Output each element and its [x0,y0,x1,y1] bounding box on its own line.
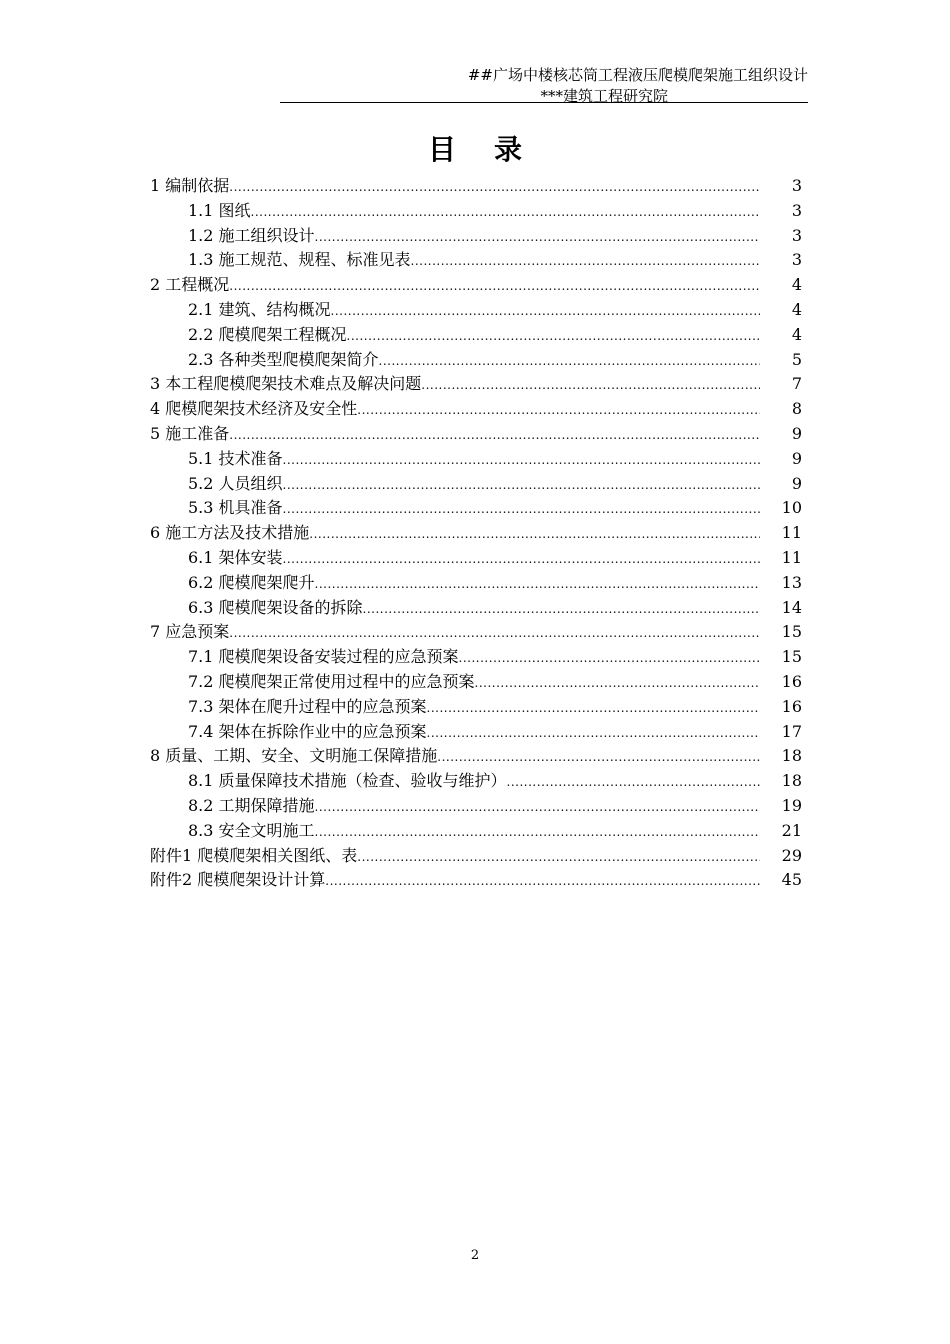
toc-entry-page: 19 [781,795,802,815]
toc-entry-label: 3 本工程爬模爬架技术难点及解决问题 [150,374,422,394]
toc-entry-label: 2.2 爬模爬架工程概况 [188,324,347,344]
toc-leader-dots [315,795,760,820]
toc-entry[interactable] [150,744,802,769]
toc-entry-page: 13 [781,572,802,592]
toc-entry[interactable] [150,695,802,720]
toc-entry-label: 4 爬模爬架技术经济及安全性 [150,399,358,419]
toc-leader-dots [315,572,760,597]
toc-entry-page: 10 [781,498,802,518]
toc-entry-page: 3 [791,176,802,195]
toc-entry-page: 45 [781,870,802,890]
toc-entry-label: 8.1 质量保障技术措施（检查、验收与维护） [188,771,507,791]
toc-entry[interactable] [150,496,802,521]
toc-entry[interactable] [150,670,802,695]
toc-entry[interactable] [150,720,802,745]
toc-entry-page: 3 [791,225,802,245]
toc-entry[interactable] [150,571,802,596]
toc-leader-dots [309,522,760,547]
toc-leader-dots [229,621,760,646]
toc-entry[interactable] [150,596,802,621]
toc-entry-page: 4 [791,324,802,344]
toc-entry-page: 9 [791,448,802,468]
toc-title: 目录 [427,133,560,166]
toc-entry-label: 1.1 图纸 [188,200,251,220]
toc-entry-page: 15 [781,622,802,642]
toc-entry[interactable] [150,546,802,571]
toc-entry-page: 8 [791,399,802,419]
toc-entry[interactable] [150,273,802,298]
toc-leader-dots [315,820,760,845]
toc-entry-label: 附件2 爬模爬架设计计算 [150,870,326,890]
toc-entry-label: 5 施工准备 [150,423,230,443]
toc-entry-label: 7 应急预案 [150,622,230,642]
toc-entry-label: 7.1 爬模爬架设备安装过程的应急预案 [188,647,459,667]
toc-leader-dots [427,696,760,721]
toc-leader-dots [315,225,760,250]
toc-entry-label: 5.1 技术准备 [188,448,283,468]
toc-entry[interactable] [150,868,802,893]
toc-entry-label: 2.3 各种类型爬模爬架简介 [188,349,379,369]
toc-entry-page: 4 [791,299,802,319]
toc-leader-dots [411,249,760,274]
toc-leader-dots [507,770,760,795]
toc-entry-page: 18 [781,771,802,791]
toc-entry[interactable] [150,224,802,249]
toc-entry[interactable] [150,769,802,794]
toc-entry[interactable] [150,521,802,546]
toc-entry-page: 5 [791,349,802,369]
toc-leader-dots [347,324,760,349]
toc-entry-page: 9 [791,423,802,443]
toc-entry-label: 6.1 架体安装 [188,547,283,567]
toc-leader-dots [229,274,760,299]
toc-entry-label: 7.2 爬模爬架正常使用过程中的应急预案 [188,671,475,691]
toc-entry-page: 29 [781,845,802,865]
toc-entry-label: 6.3 爬模爬架设备的拆除 [188,597,363,617]
toc-leader-dots [459,646,760,671]
toc-entry[interactable] [150,645,802,670]
toc-entry[interactable] [150,298,802,323]
toc-leader-dots [363,597,760,622]
toc-entry-page: 3 [791,200,802,220]
toc-leader-dots [437,745,760,770]
toc-entry-label: 附件1 爬模爬架相关图纸、表 [150,845,358,865]
toc-leader-dots [283,547,760,572]
toc-entry-page: 4 [791,275,802,295]
toc-entry-label: 1.2 施工组织设计 [188,225,315,245]
table-of-contents [150,174,802,893]
toc-entry-page: 14 [781,597,802,617]
toc-entry-page: 3 [791,250,802,270]
toc-leader-dots [283,448,760,473]
toc-leader-dots [283,497,760,522]
toc-entry-page: 11 [781,523,802,543]
toc-entry-label: 6.2 爬模爬架爬升 [188,572,315,592]
toc-entry[interactable] [150,174,802,199]
toc-entry[interactable] [150,620,802,645]
toc-entry-label: 8 质量、工期、安全、文明施工保障措施 [150,746,438,766]
toc-entry[interactable] [150,323,802,348]
toc-leader-dots [427,721,760,746]
toc-entry-label: 5.2 人员组织 [188,473,283,493]
toc-entry[interactable] [150,397,802,422]
toc-leader-dots [357,398,760,423]
toc-leader-dots [331,299,760,324]
header-title: ##广场中楼核芯筒工程液压爬模爬架施工组织设计 [467,66,808,84]
toc-entry-label: 7.4 架体在拆除作业中的应急预案 [188,721,427,741]
toc-entry-label: 2 工程概况 [150,275,230,295]
toc-leader-dots [229,175,760,200]
toc-entry-page: 17 [781,721,802,741]
toc-leader-dots [379,349,760,374]
toc-entry-label: 7.3 架体在爬升过程中的应急预案 [188,696,427,716]
toc-leader-dots [283,473,760,498]
toc-entry-page: 16 [781,671,802,691]
toc-leader-dots [325,869,760,894]
toc-entry[interactable] [150,844,802,869]
toc-entry-label: 8.2 工期保障措施 [188,795,315,815]
toc-entry-page: 9 [791,473,802,493]
toc-entry-page: 11 [781,547,802,567]
toc-entry-page: 16 [781,696,802,716]
toc-leader-dots [251,200,760,225]
toc-leader-dots [475,671,760,696]
toc-entry-page: 7 [791,374,802,394]
toc-entry[interactable] [150,422,802,447]
header-org: ***建筑工程研究院 [540,87,668,105]
toc-entry[interactable] [150,348,802,373]
page-number: 2 [470,1248,480,1263]
toc-entry-label: 8.3 安全文明施工 [188,820,315,840]
toc-entry[interactable] [150,794,802,819]
toc-entry-page: 15 [781,647,802,667]
toc-entry[interactable] [150,199,802,224]
toc-entry-label: 1 编制依据 [150,176,230,195]
toc-entry-page: 21 [781,820,802,840]
toc-leader-dots [357,845,760,870]
toc-leader-dots [229,423,760,448]
toc-entry-label: 2.1 建筑、结构概况 [188,299,331,319]
toc-leader-dots [421,373,760,398]
toc-entry-label: 1.3 施工规范、规程、标准见表 [188,250,411,270]
toc-entry[interactable] [150,447,802,472]
toc-entry-page: 18 [781,746,802,766]
toc-entry-label: 6 施工方法及技术措施 [150,523,310,543]
toc-entry-label: 5.3 机具准备 [188,498,283,518]
toc-entry[interactable] [150,248,802,273]
toc-entry[interactable] [150,472,802,497]
toc-entry[interactable] [150,819,802,844]
toc-entry[interactable] [150,372,802,397]
